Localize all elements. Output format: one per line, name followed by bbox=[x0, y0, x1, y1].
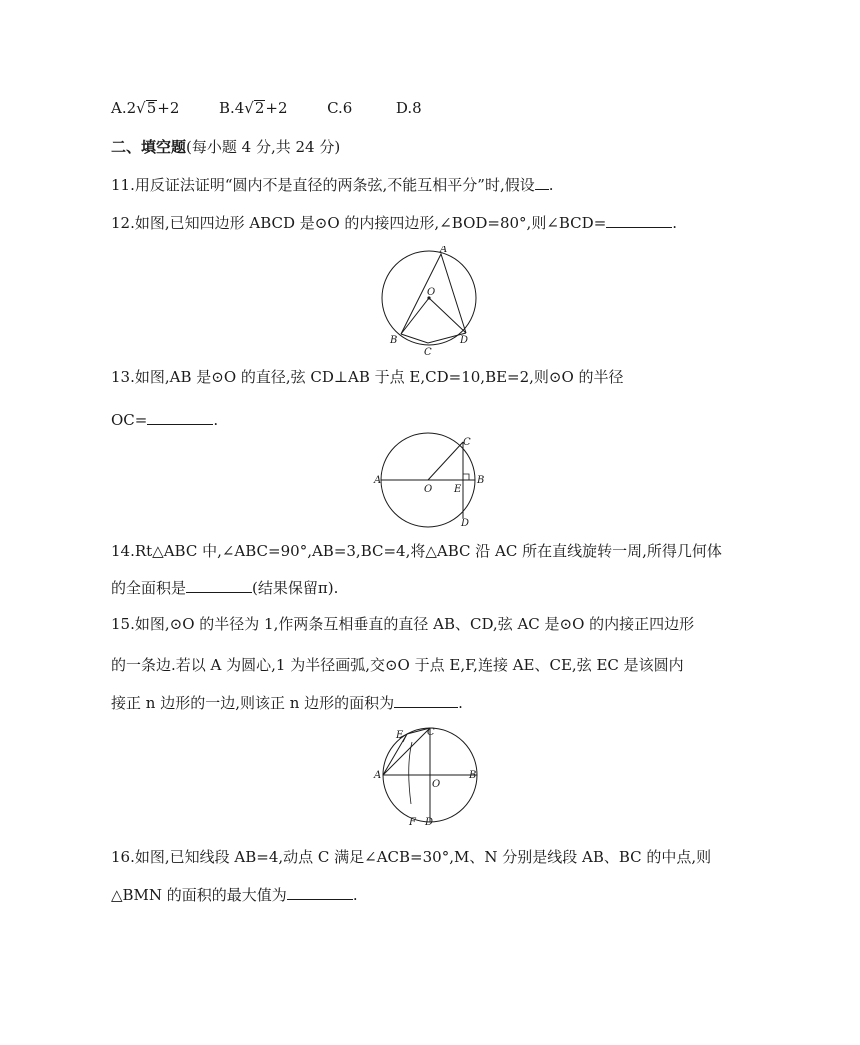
answer-blank[interactable] bbox=[186, 578, 252, 593]
option-d: D.8 bbox=[395, 99, 422, 117]
q15-figure bbox=[366, 726, 486, 830]
label-o: O bbox=[427, 287, 436, 298]
answer-blank[interactable] bbox=[535, 175, 549, 190]
label-e: E bbox=[454, 484, 462, 495]
answer-blank[interactable] bbox=[147, 410, 213, 425]
answer-blank[interactable] bbox=[606, 213, 672, 228]
label-c: C bbox=[424, 347, 432, 358]
label-c: C bbox=[463, 437, 471, 448]
question-14-line-1: 14.Rt△ABC 中,∠ABC=90°,AB=3,BC=4,将△ABC 沿 AC 所在直线旋转一周,所得几何体 bbox=[111, 542, 722, 560]
question-16-line-1: 16.如图,已知线段 AB=4,动点 C 满足∠ACB=30°,M、N 分别是线段 AB、BC 的中点,则 bbox=[111, 848, 712, 866]
q13-figure bbox=[370, 432, 495, 530]
label-f: F bbox=[409, 817, 416, 828]
label-d: D bbox=[461, 518, 470, 529]
label-o: O bbox=[432, 779, 441, 790]
option-c: C.6 bbox=[327, 99, 353, 117]
question-11: 11.用反证法证明“圆内不是直径的两条弦,不能互相平分”时,假设 . bbox=[111, 176, 554, 194]
option-b: B.4√2+2 bbox=[218, 99, 288, 117]
label-a: A bbox=[374, 475, 382, 486]
section-title: 二、填空题 bbox=[111, 138, 187, 156]
question-14-line-2: 的全面积是 (结果保留π). bbox=[111, 579, 339, 597]
label-e: E bbox=[396, 730, 404, 741]
answer-blank[interactable] bbox=[287, 885, 353, 900]
question-12: 12.如图,已知四边形 ABCD 是⊙O 的内接四边形,∠BOD=80°,则∠BCD= . bbox=[111, 214, 678, 232]
question-16-line-2: △BMN 的面积的最大值为 . bbox=[111, 886, 358, 904]
section-note: (每小题 4 分,共 24 分) bbox=[186, 138, 341, 156]
label-d: D bbox=[425, 817, 434, 828]
answer-blank[interactable] bbox=[394, 693, 458, 708]
question-13-line-2: OC= . bbox=[111, 411, 219, 429]
label-b: B bbox=[390, 335, 398, 346]
option-a: A.2√5+2 bbox=[111, 99, 180, 117]
label-c: C bbox=[427, 727, 435, 738]
question-15-line-1: 15.如图,⊙O 的半径为 1,作两条互相垂直的直径 AB、CD,弦 AC 是⊙O 的内接正四边形 bbox=[111, 615, 695, 633]
answer-options bbox=[111, 98, 422, 118]
label-b: B bbox=[469, 770, 477, 781]
label-a: A bbox=[374, 770, 382, 781]
label-d: D bbox=[460, 335, 469, 346]
section-heading bbox=[111, 137, 340, 157]
q12-figure bbox=[370, 246, 490, 358]
label-a: A bbox=[440, 246, 448, 255]
label-o: O bbox=[424, 484, 433, 495]
question-15-line-3: 接正 n 边形的一边,则该正 n 边形的面积为 . bbox=[111, 694, 463, 712]
label-b: B bbox=[477, 475, 485, 486]
question-13-line-1: 13.如图,AB 是⊙O 的直径,弦 CD⊥AB 于点 E,CD=10,BE=2,则⊙O 的半径 bbox=[111, 368, 624, 386]
question-15-line-2: 的一条边.若以 A 为圆心,1 为半径画弧,交⊙O 于点 E,F,连接 AE、CE,弦 EC 是该圆内 bbox=[111, 656, 684, 674]
